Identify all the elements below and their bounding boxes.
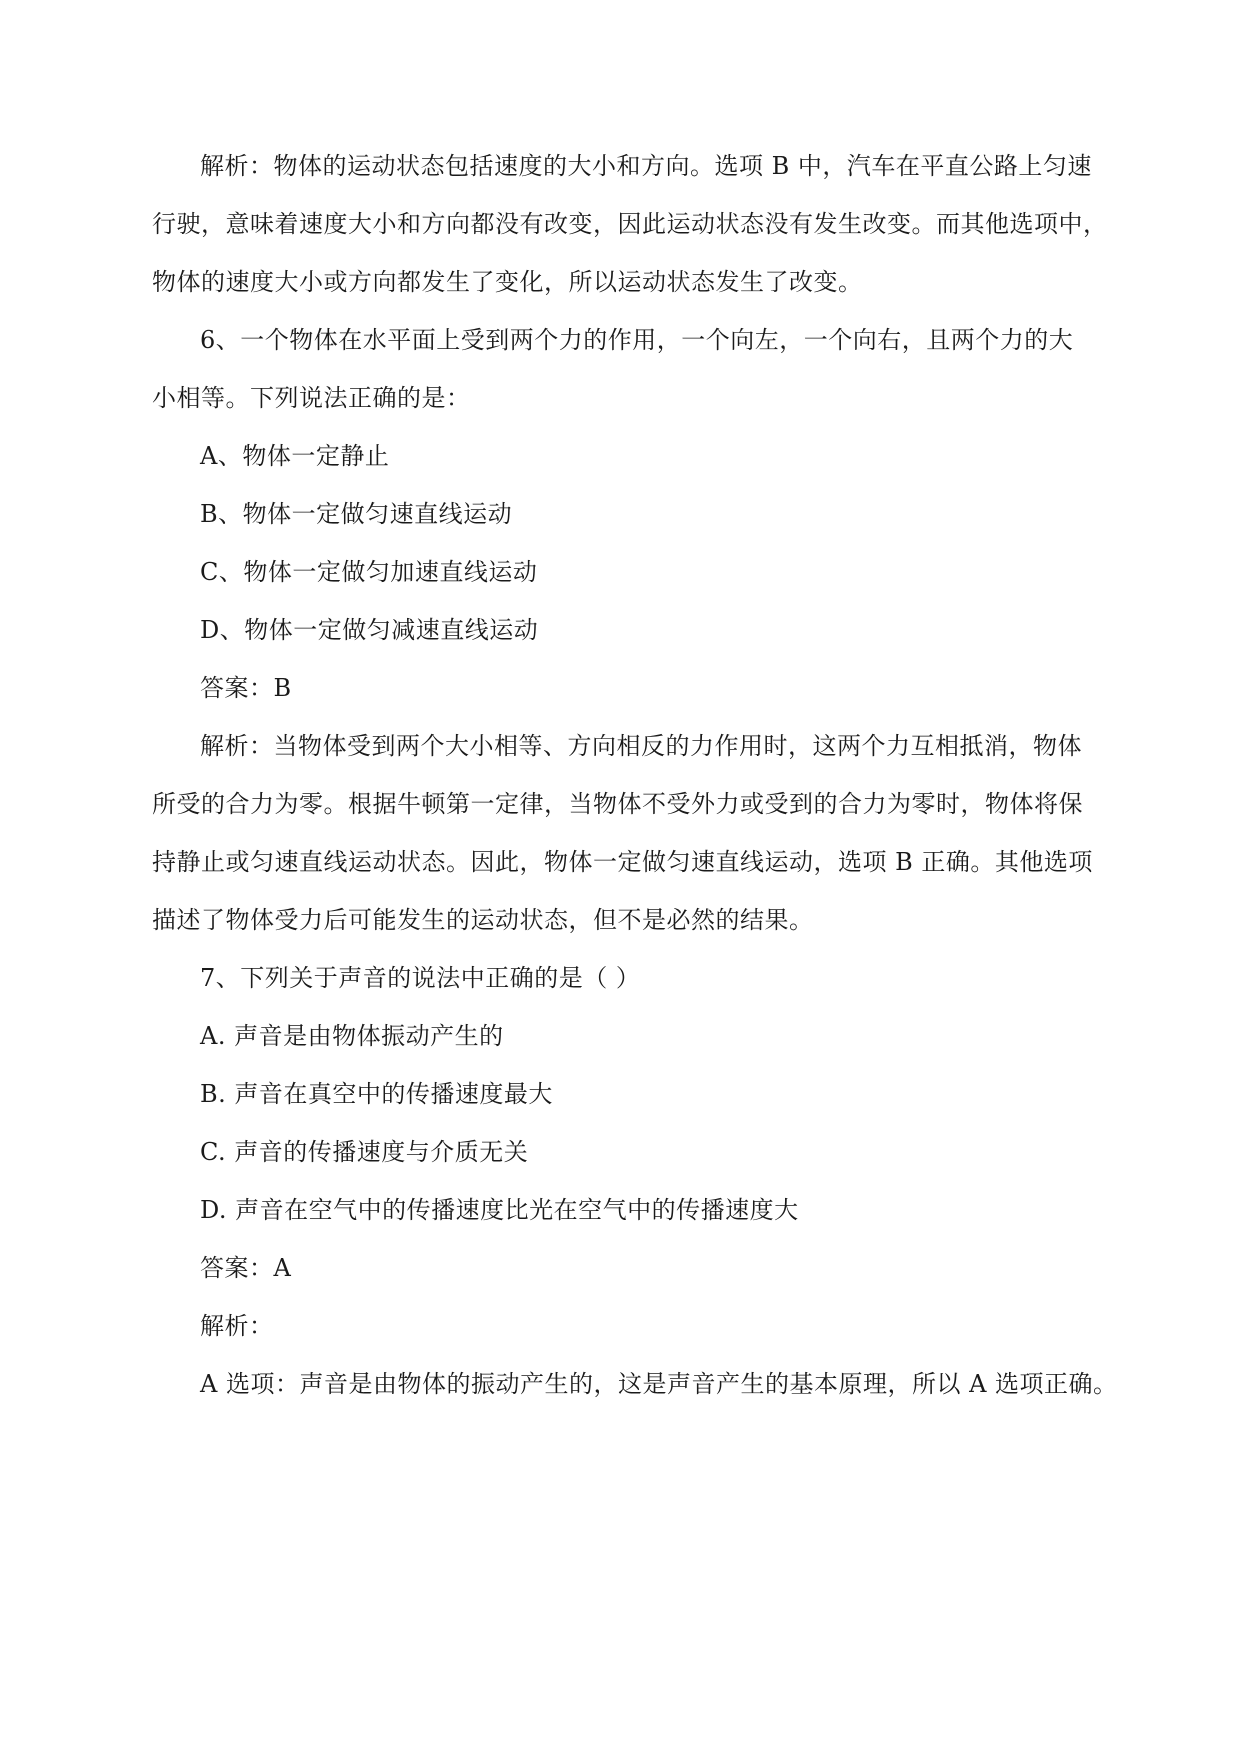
q6-explanation-line-1: 解析：当物体受到两个大小相等、方向相反的力作用时，这两个力互相抵消，物体 <box>200 732 1082 760</box>
q7-explanation-option-a: A 选项：声音是由物体的振动产生的，这是声音产生的基本原理，所以 A 选项正确。 <box>200 1370 1118 1398</box>
q7-option-c: C. 声音的传播速度与介质无关 <box>200 1138 529 1166</box>
q7-option-a: A. 声音是由物体振动产生的 <box>200 1022 504 1050</box>
q6-option-a: A、物体一定静止 <box>200 442 390 470</box>
q7-stem: 7、下列关于声音的说法中正确的是（ ） <box>200 964 641 992</box>
q5-explanation-line-1: 解析：物体的运动状态包括速度的大小和方向。选项 B 中，汽车在平直公路上匀速 <box>200 152 1092 180</box>
q6-explanation-line-2: 所受的合力为零。根据牛顿第一定律，当物体不受外力或受到的合力为零时，物体将保 <box>152 790 1083 818</box>
q6-answer: 答案：B <box>200 674 292 702</box>
q6-stem-line-2: 小相等。下列说法正确的是： <box>152 384 471 412</box>
q6-stem-line-1: 6、一个物体在水平面上受到两个力的作用，一个向左，一个向右，且两个力的大 <box>200 326 1074 354</box>
q5-explanation-line-2: 行驶，意味着速度大小和方向都没有改变，因此运动状态没有发生改变。而其他选项中， <box>152 210 1108 238</box>
q6-option-b: B、物体一定做匀速直线运动 <box>200 500 513 528</box>
q6-explanation-line-3: 持静止或匀速直线运动状态。因此，物体一定做匀速直线运动，选项 B 正确。其他选项 <box>152 848 1093 876</box>
q7-explanation-label: 解析： <box>200 1312 274 1340</box>
q7-answer: 答案：A <box>200 1254 292 1282</box>
q6-option-d: D、物体一定做匀减速直线运动 <box>200 616 539 644</box>
q6-explanation-line-4: 描述了物体受力后可能发生的运动状态，但不是必然的结果。 <box>152 906 814 934</box>
q5-explanation-line-3: 物体的速度大小或方向都发生了变化，所以运动状态发生了改变。 <box>152 268 863 296</box>
q7-option-d: D. 声音在空气中的传播速度比光在空气中的传播速度大 <box>200 1196 799 1224</box>
q6-option-c: C、物体一定做匀加速直线运动 <box>200 558 538 586</box>
q7-option-b: B. 声音在真空中的传播速度最大 <box>200 1080 553 1108</box>
